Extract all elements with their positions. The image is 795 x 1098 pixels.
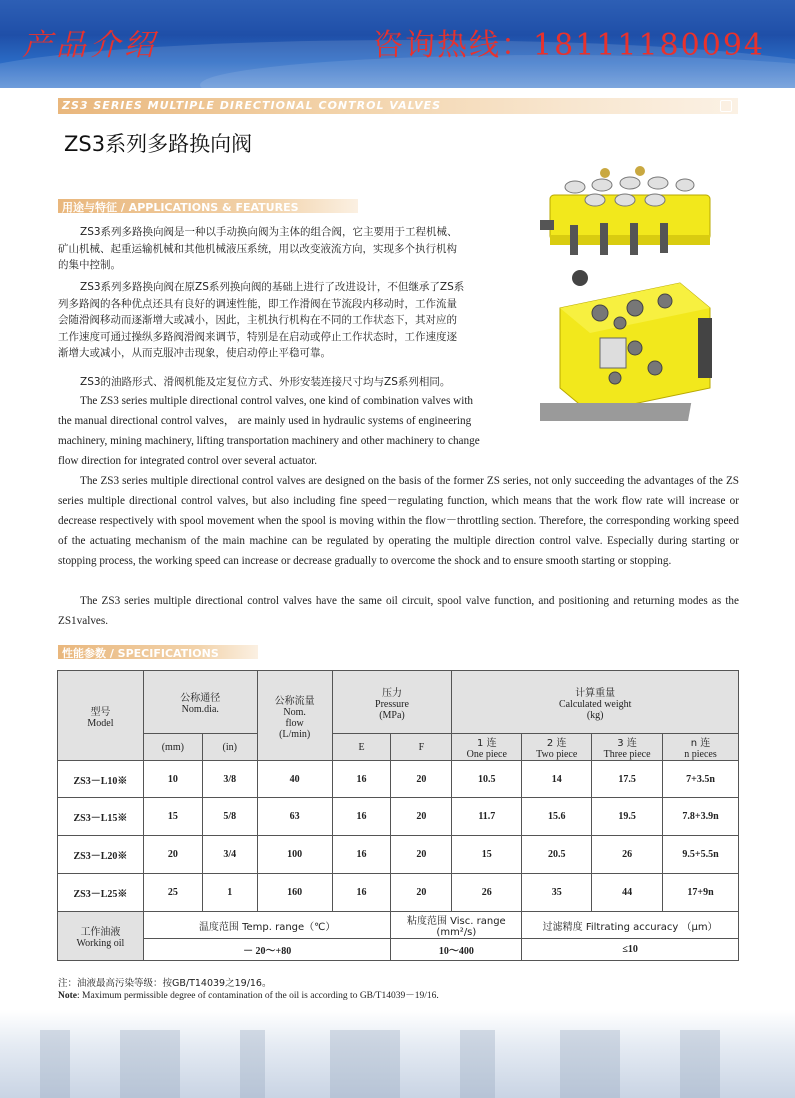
footer-bar [40,1030,70,1098]
footer-bar [330,1030,400,1098]
header-pressure [332,671,452,734]
header-n-pieces [663,734,739,761]
header-cell-text: One piece [466,749,507,760]
cell-pressure-f: 20 [391,761,452,798]
header-cell-text: Calculated weight [558,698,632,710]
cell-mm: 15 [143,798,202,836]
header-weight [452,671,739,734]
oil-value-row [58,939,739,961]
cell-pressure-f: 20 [391,798,452,836]
note-label: Note [58,991,77,1001]
header-in: (in) [202,734,257,761]
cell-weight-3: 17.5 [592,761,663,798]
oil-label-row [58,912,739,939]
table-header-row [58,671,739,734]
cell-mm: 20 [143,836,202,874]
section-heading-applications [58,199,358,213]
cell-weight-3: 19.5 [592,798,663,836]
text-line: flow direction for integrated control over several actuator. [58,455,318,467]
text-line: 会随滑阀移动而逐渐增大或减小，因此，主机执行机构在不同的工作状态下，其对应的 [58,314,457,326]
square-icon [720,100,732,112]
header-model [58,671,144,761]
text-line: ZS3系列多路换向阀在原ZS系列换向阀的基础上进行了改进设计，不但继承了ZS系 [80,281,465,293]
footer-bar [460,1030,495,1098]
valve-bank-image [540,165,720,265]
cell-flow: 100 [257,836,332,874]
footer-bar [240,1030,265,1098]
text-line: 列多路阀的各种优点还具有良好的调速性能，即工作滑阀在节流段内移动时，工作流量 [58,297,457,310]
visc-range-label: 粘度范围 Visc. range (mm²/s) [391,912,522,939]
cell-in: 5/8 [202,798,257,836]
header-cell-text: Nom. [283,706,306,718]
cell-pressure-f: 20 [391,874,452,912]
en-paragraph-2: The ZS3 series multiple directional control valves are designed on the basis of the former ZS series, not only succeeding the advantages of the ZS series multiple directional control valves, but also including fine speed－regulating function, which means that the work flow rate will increase or decrease respectively with spool movement when the spool is moving within the flow－throttling section. Therefore, the corresponding working speed of the actuating mechanism of the main machine can be regulated by operating the multiple direction control valve. Especially during starting or stopping process, the working speed can increase or decrease gradually to overcome the shock and to ensure smooth starting or stopping. [58,475,739,567]
footer-decoration [0,1010,795,1098]
header-two-piece [522,734,592,761]
header-nom-flow [257,671,332,761]
header-cell-text: 3 连 [617,738,637,749]
cell-weight-1: 15 [452,836,522,874]
header-cell-text: 公称流量 [274,695,315,707]
series-heading: ZS3 SERIES MULTIPLE DIRECTIONAL CONTROL VALVES [62,99,442,112]
cell-model: ZS3－L15※ [58,798,144,836]
cell-weight-n: 17+9n [663,874,739,912]
header-cell-text: Two piece [536,749,578,760]
cell-in: 3/4 [202,836,257,874]
cell-pressure-e: 16 [332,761,391,798]
valve-block-image [540,268,720,428]
table-row [58,874,739,912]
header-cell-text: Nom.dia. [181,704,219,715]
visc-range-value: 10～400 [391,939,522,961]
header-cell-text: n pieces [684,749,717,760]
header-one-piece [452,734,522,761]
cell-mm: 25 [143,874,202,912]
table-row [58,798,739,836]
banner-product-intro: 产品介绍 [22,28,158,63]
cell-model: ZS3－L10※ [58,761,144,798]
cell-flow: 63 [257,798,332,836]
footer-bar [680,1030,720,1098]
header-cell-text: 压力 [381,687,402,699]
header-cell-text: flow [285,717,304,729]
table-subheader-row [58,734,739,761]
cell-weight-n: 7.8+3.9n [663,798,739,836]
header-cell-text: Model [87,717,114,729]
header-three-piece [592,734,663,761]
cell-in: 1 [202,874,257,912]
cn-paragraph-1 [58,224,528,274]
cell-weight-2: 15.6 [522,798,592,836]
specifications-table [57,670,739,961]
text-line: the manual directional control valves， are mainly used in hydraulic systems of engineering [58,415,472,427]
header-pressure-f: F [391,734,452,761]
header-cell-text: 计算重量 [575,687,616,699]
cell-text: Working oil [76,938,125,949]
cell-flow: 160 [257,874,332,912]
header-cell-text: Pressure [375,698,409,710]
cell-weight-2: 14 [522,761,592,798]
text-line: 矿山机械、起重运输机械和其他机械液压系统，用以改变液流方向，实现多个执行机构 [58,242,457,255]
cn-paragraph-2 [58,279,528,362]
cell-weight-2: 35 [522,874,592,912]
text-line: 的集中控制。 [58,259,121,271]
cell-weight-3: 44 [592,874,663,912]
header-nom-dia [143,671,257,734]
text-line: machinery, mining machinery, lifting transportation machinery and other machinery to change [58,435,480,447]
cell-in: 3/8 [202,761,257,798]
cell-model: ZS3－L25※ [58,874,144,912]
header-cell-text: 2 连 [546,738,567,749]
text-line: 渐增大或减小，从而克服冲击现象，使启动停止平稳可靠。 [58,347,331,359]
temp-range-label: 温度范围 Temp. range（℃） [143,912,391,939]
top-banner [0,0,795,88]
header-cell-text: (MPa) [379,709,405,721]
filter-accuracy-label: 过滤精度 Filtrating accuracy （μm） [522,912,739,939]
header-cell-text: Three piece [603,749,651,760]
header-cell-text: 公称通径 [180,693,221,704]
note-english [58,990,439,1002]
section-heading-specifications [58,645,258,659]
header-cell-text: (L/min) [279,728,311,740]
cell-mm: 10 [143,761,202,798]
section-heading-text: 用途与特征 / APPLICATIONS & FEATURES [62,201,299,214]
cell-flow: 40 [257,761,332,798]
cell-pressure-e: 16 [332,836,391,874]
filter-accuracy-value: ≤10 [522,939,739,961]
header-mm: (mm) [143,734,202,761]
cell-weight-n: 7+3.5n [663,761,739,798]
note-chinese: 注：油液最高污染等级：按GB/T14039之19/16。 [58,978,272,989]
cell-weight-1: 11.7 [452,798,522,836]
header-cell-text: 1 连 [477,738,497,749]
footer-bar [560,1030,620,1098]
table-row [58,761,739,798]
header-cell-text: n 连 [690,738,711,749]
oil-label [58,912,144,961]
cell-pressure-e: 16 [332,874,391,912]
cell-weight-1: 26 [452,874,522,912]
banner-hotline: 咨询热线：18111180094 [373,28,765,63]
section-heading-text: 性能参数 / SPECIFICATIONS [62,647,219,660]
en-paragraph-3: The ZS3 series multiple directional control valves have the same oil circuit, spool valve function, and positioning and returning modes as the ZS1valves. [58,595,739,627]
cell-weight-2: 20.5 [522,836,592,874]
cell-text: 工作油液 [80,927,121,938]
text-line: ZS3系列多路换向阀是一种以手动换向阀为主体的组合阀，它主要用于工程机械、 [80,226,458,238]
series-heading-bar [58,98,738,114]
page-title: ZS3系列多路换向阀 [64,132,253,156]
cell-pressure-f: 20 [391,836,452,874]
note-text: : Maximum permissible degree of contamination of the oil is according to GB/T14039－19/16. [77,991,439,1001]
text-line: 工作速度可通过操纵多路阀滑阀来调节，特别是在启动或停止工作状态时，工作速度逐 [58,330,457,343]
table-row [58,836,739,874]
footer-bar [120,1030,180,1098]
temp-range-value: － 20～+80 [143,939,391,961]
header-pressure-e: E [332,734,391,761]
cell-model: ZS3－L20※ [58,836,144,874]
header-cell-text: 型号 [90,706,111,718]
cell-weight-1: 10.5 [452,761,522,798]
cell-pressure-e: 16 [332,798,391,836]
cell-weight-n: 9.5+5.5n [663,836,739,874]
cell-weight-3: 26 [592,836,663,874]
text-line: The ZS3 series multiple directional control valves, one kind of combination valves with [80,395,474,407]
en-paragraph-1 [58,391,528,471]
header-cell-text: (kg) [586,709,604,721]
cn-paragraph-3: ZS3的油路形式、滑阀机能及定复位方式、外形安装连接尺寸均与ZS系列相同。 [80,376,451,388]
